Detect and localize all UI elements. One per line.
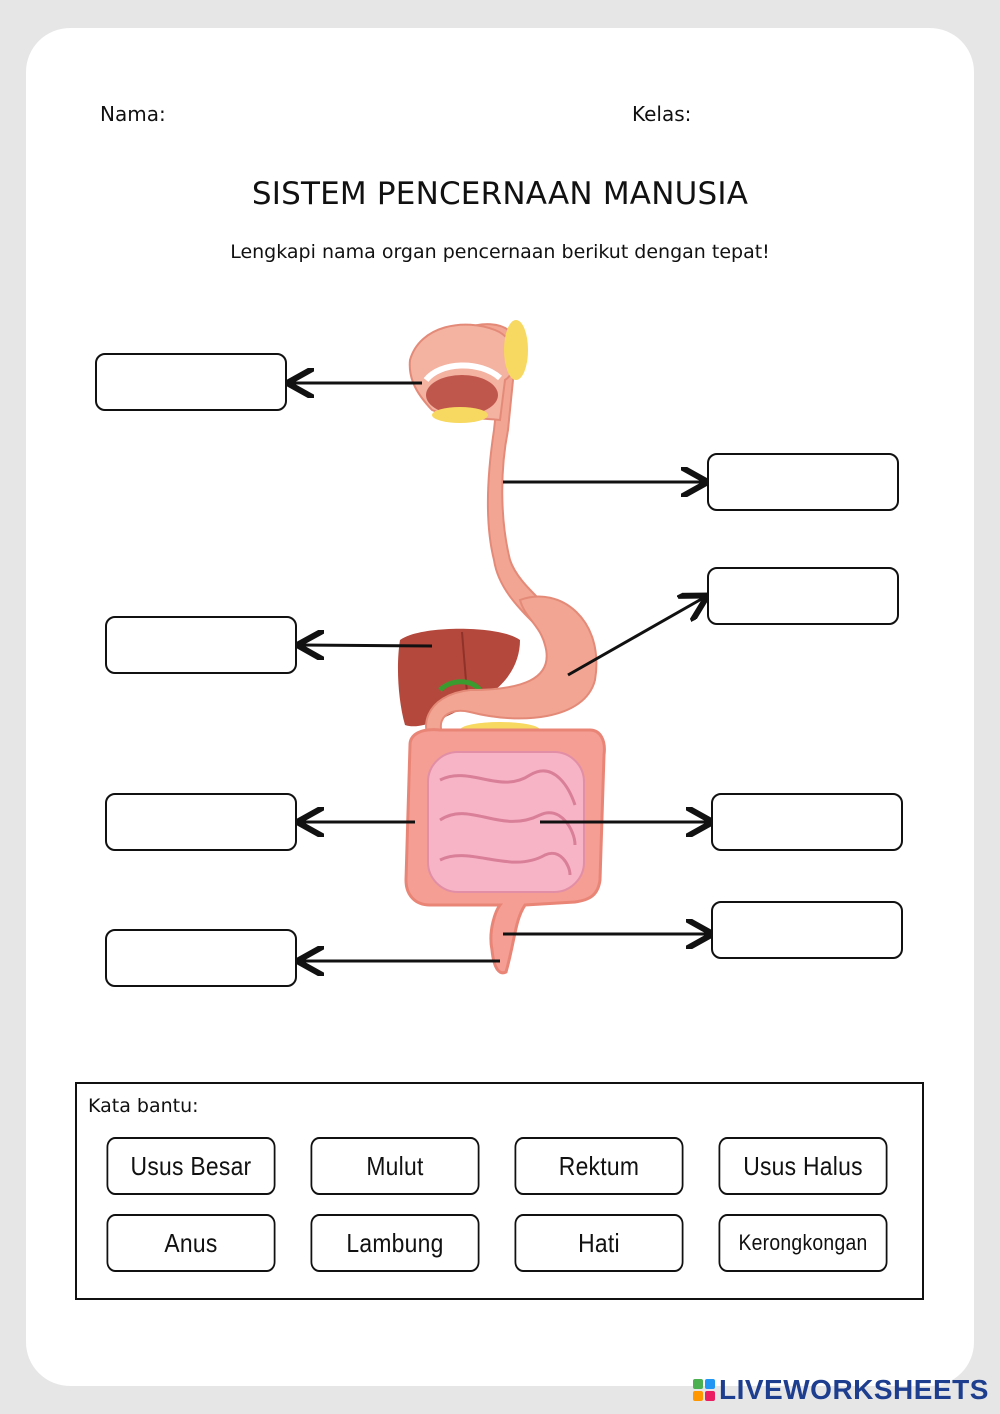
word-chip[interactable]: Hati [515,1214,684,1272]
answer-box-mouth[interactable] [95,353,287,411]
word-chip[interactable]: Mulut [311,1137,480,1195]
salivary-gland-bottom [432,407,488,423]
name-label: Nama: [100,102,166,126]
word-chip[interactable]: Lambung [311,1214,480,1272]
salivary-gland-top [504,320,528,380]
liveworksheets-brand [693,1374,989,1406]
arrow-liver [300,645,432,646]
liveworksheets-logo-icon [693,1379,715,1401]
answer-box-rectum[interactable] [711,901,903,959]
word-chip[interactable]: Rektum [515,1137,684,1195]
answer-box-liver[interactable] [105,616,297,674]
word-chip[interactable]: Anus [107,1214,276,1272]
answer-box-large-intestine[interactable] [105,793,297,851]
word-bank-title: Kata bantu: [88,1095,199,1117]
word-chip[interactable]: Usus Besar [107,1137,276,1195]
answer-box-esophagus[interactable] [707,453,899,511]
page-title: SISTEM PENCERNAAN MANUSIA [251,176,749,212]
brand-text: LIVEWORKSHEETS [719,1374,989,1405]
answer-box-anus[interactable] [105,929,297,987]
word-chip[interactable]: Usus Halus [719,1137,888,1195]
instruction-text: Lengkapi nama organ pencernaan berikut dengan tepat! [230,241,770,263]
word-chip[interactable]: Kerongkongan [719,1214,888,1272]
answer-box-stomach[interactable] [707,567,899,625]
answer-box-small-intestine[interactable] [711,793,903,851]
class-label: Kelas: [632,102,692,126]
